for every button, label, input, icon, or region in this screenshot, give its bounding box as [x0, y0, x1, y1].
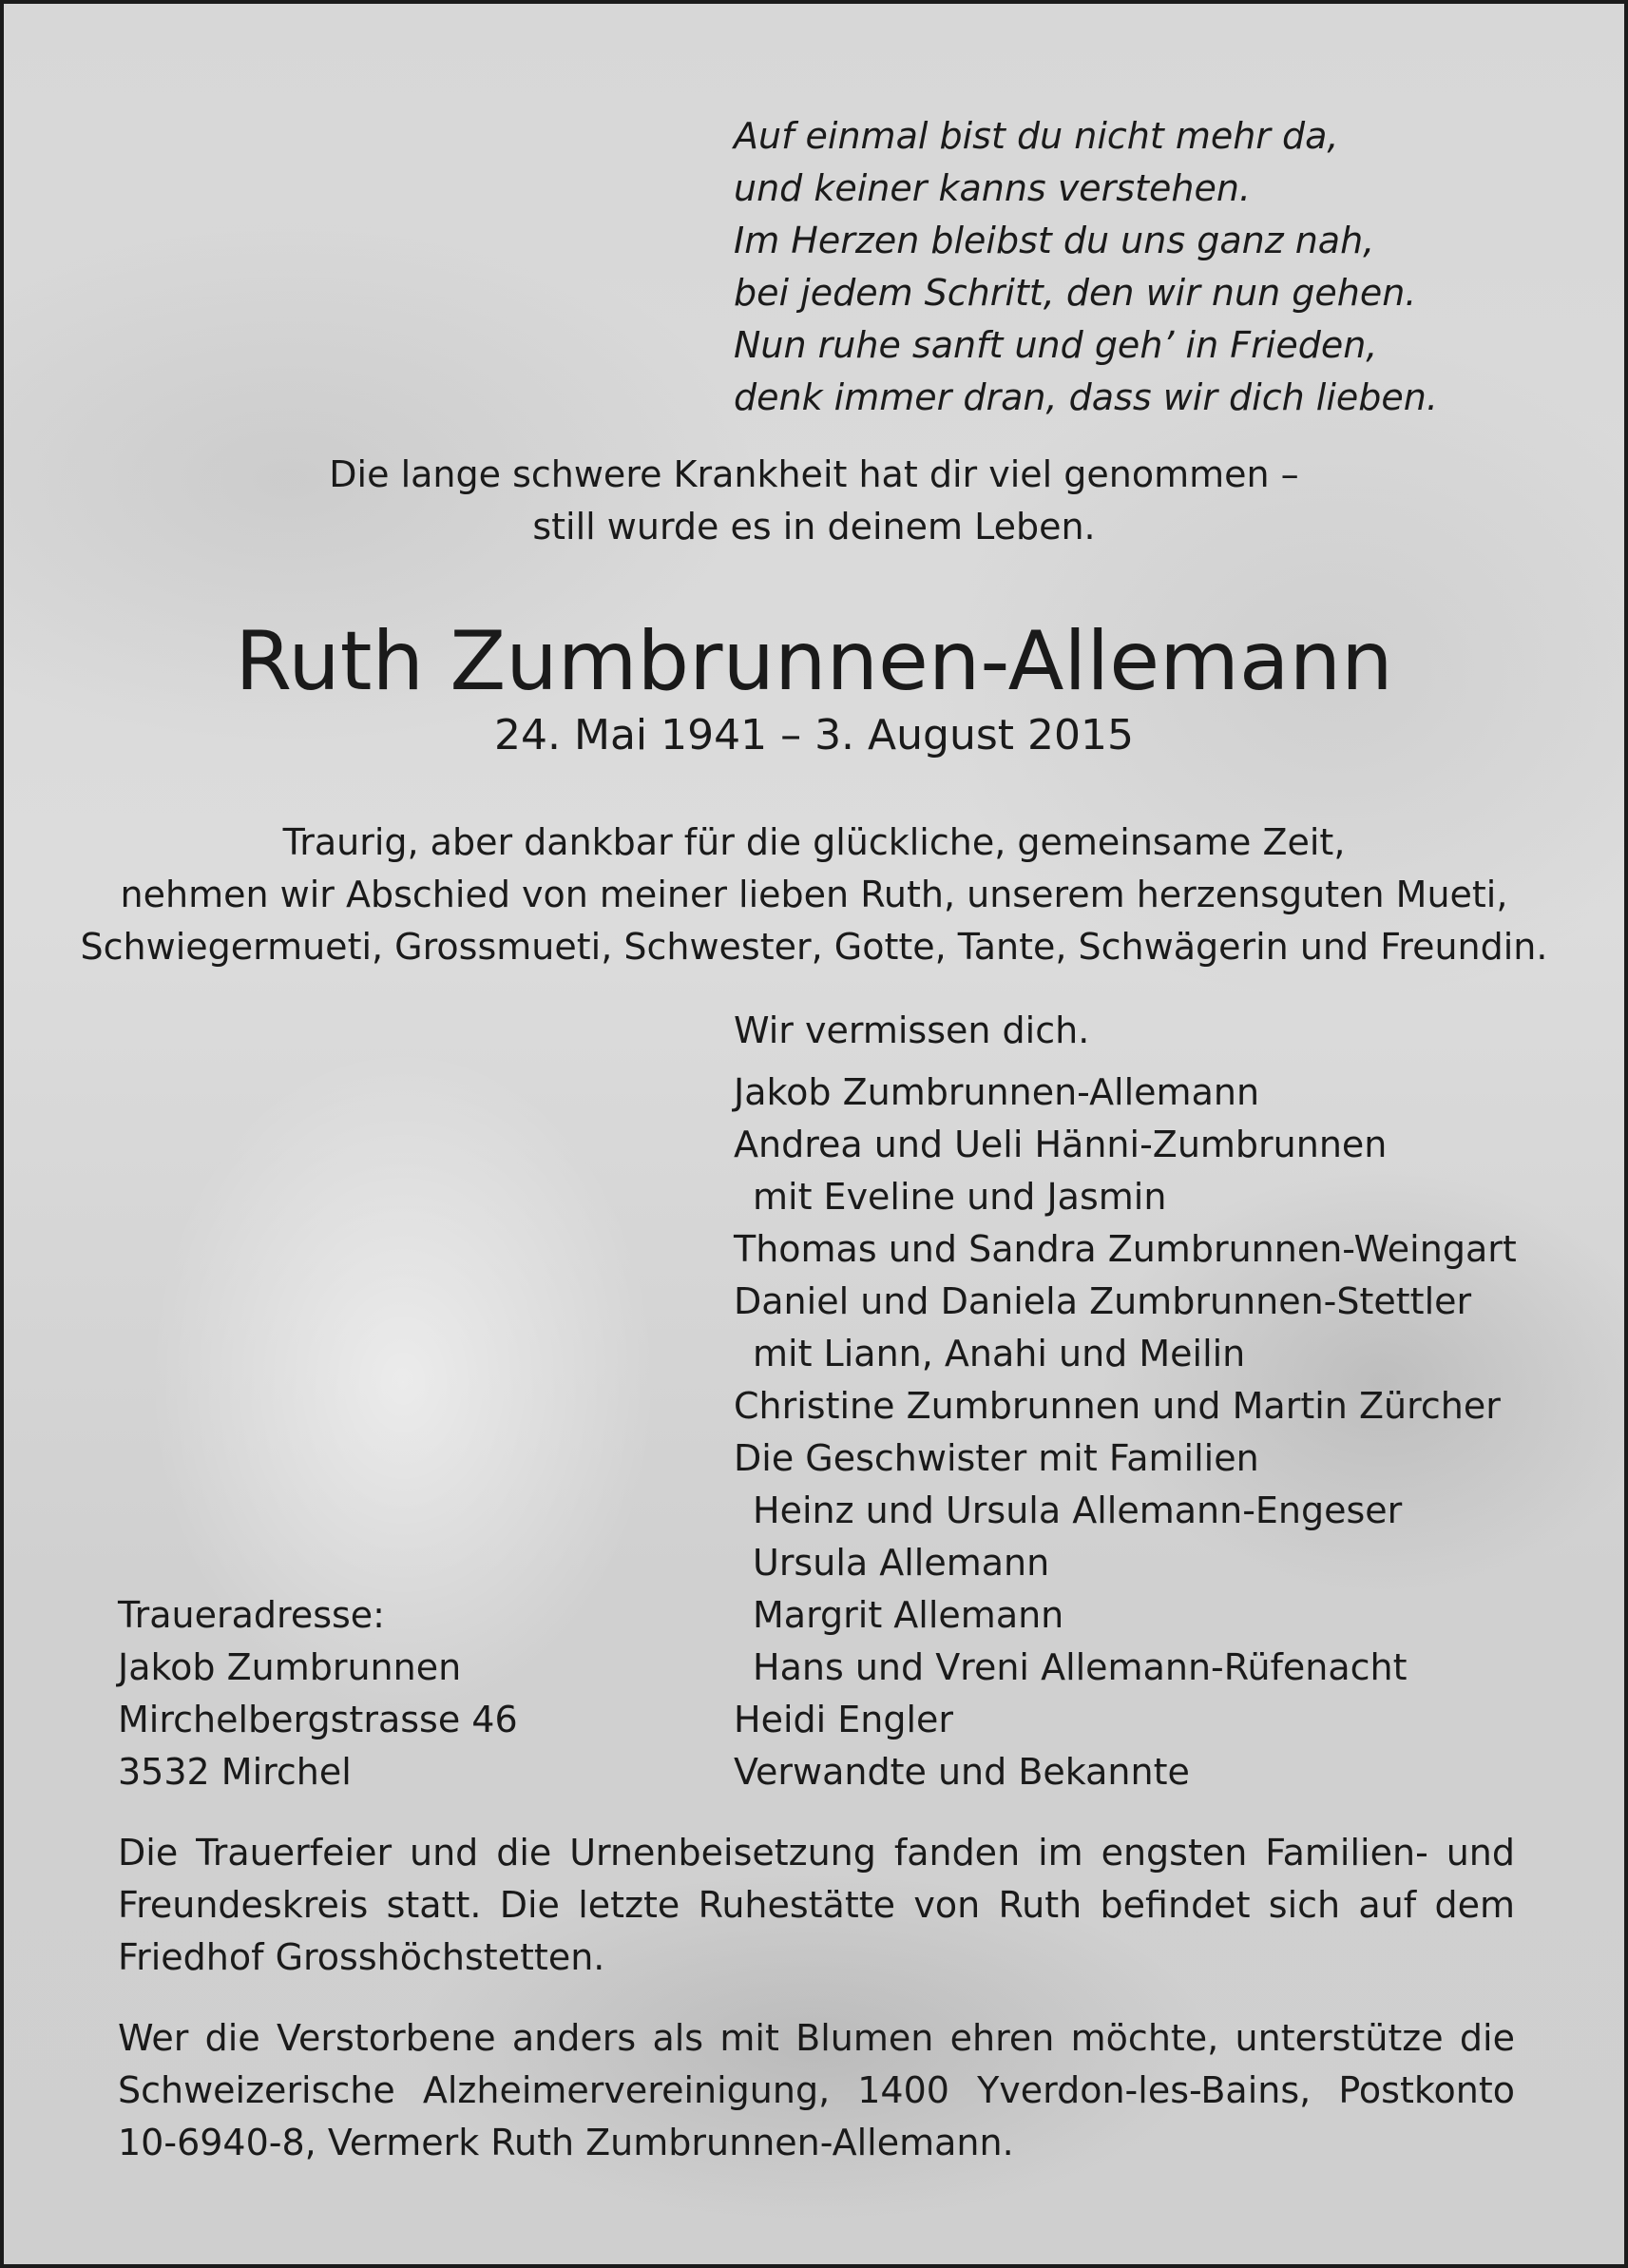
intro-text	[4, 449, 1624, 553]
farewell-text	[4, 817, 1624, 973]
mourner: Ursula Allemann	[753, 1542, 1050, 1584]
poem-line: Nun ruhe sanft und geh’ in Frieden,	[734, 324, 1378, 366]
poem	[734, 110, 1438, 424]
mourner: Heinz und Ursula Allemann-Engeser	[753, 1490, 1403, 1531]
mourner: Andrea und Ueli Hänni-Zumbrunnen	[734, 1124, 1388, 1165]
mourner: Margrit Allemann	[753, 1594, 1064, 1636]
mourner: Verwandte und Bekannte	[734, 1751, 1190, 1793]
mourner: Hans und Vreni Allemann-Rüfenacht	[753, 1646, 1408, 1688]
farewell-line: Traurig, aber dankbar für die glückliche, gemeinsame Zeit,	[282, 821, 1346, 863]
mourner: Daniel und Daniela Zumbrunnen-Stettler	[734, 1280, 1472, 1322]
mourner: Thomas und Sandra Zumbrunnen-Weingart	[734, 1228, 1517, 1270]
intro-line: still wurde es in deinem Leben.	[532, 506, 1096, 548]
farewell-line: nehmen wir Abschied von meiner lieben Ruth, unserem herzensguten Mueti,	[120, 874, 1508, 915]
mourner: mit Eveline und Jasmin	[753, 1176, 1167, 1218]
mourner: Christine Zumbrunnen und Martin Zürcher	[734, 1385, 1501, 1427]
poem-line: Im Herzen bleibst du uns ganz nah,	[734, 220, 1375, 261]
mourner: Heidi Engler	[734, 1699, 954, 1740]
funeral-info-paragraph: Die Trauerfeier und die Urnenbeisetzung fanden im engsten Familien- und Freundeskreis statt. Die letzte Ruhestätte von Ruth befindet sich auf dem Friedhof Grosshöchstetten.	[118, 1832, 1515, 1978]
mourner: Die Geschwister mit Familien	[734, 1437, 1259, 1479]
address-line: Jakob Zumbrunnen	[118, 1646, 462, 1688]
mourner: mit Liann, Anahi und Meilin	[753, 1333, 1246, 1374]
mourning-address	[118, 1589, 518, 1798]
poem-line: denk immer dran, dass wir dich lieben.	[734, 376, 1438, 418]
life-dates: 24. Mai 1941 – 3. August 2015	[494, 711, 1134, 759]
intro-line: Die lange schwere Krankheit hat dir viel genommen –	[329, 453, 1299, 495]
address-line: Traueradresse:	[118, 1594, 385, 1636]
mourners-list	[734, 1067, 1517, 1798]
poem-line: bei jedem Schritt, den wir nun gehen.	[734, 272, 1417, 314]
donation-info-paragraph: Wer die Verstorbene anders als mit Blumen ehren möchte, unterstütze die Schweizerische Alzheimervereinigung, 1400 Yverdon-les-Bains, Postkonto 10-6940-8, Vermerk Ruth Zumbrunnen-Allemann.	[118, 2017, 1515, 2163]
address-line: 3532 Mirchel	[118, 1751, 352, 1793]
poem-line: Auf einmal bist du nicht mehr da,	[734, 115, 1339, 157]
we-miss-you: Wir vermissen dich.	[734, 1009, 1090, 1051]
mourner: Jakob Zumbrunnen-Allemann	[734, 1071, 1260, 1113]
address-line: Mirchelbergstrasse 46	[118, 1699, 518, 1740]
deceased-name: Ruth Zumbrunnen-Allemann	[235, 614, 1393, 709]
poem-line: und keiner kanns verstehen.	[734, 167, 1252, 209]
farewell-line: Schwiegermueti, Grossmueti, Schwester, Gotte, Tante, Schwägerin und Freundin.	[80, 926, 1548, 968]
